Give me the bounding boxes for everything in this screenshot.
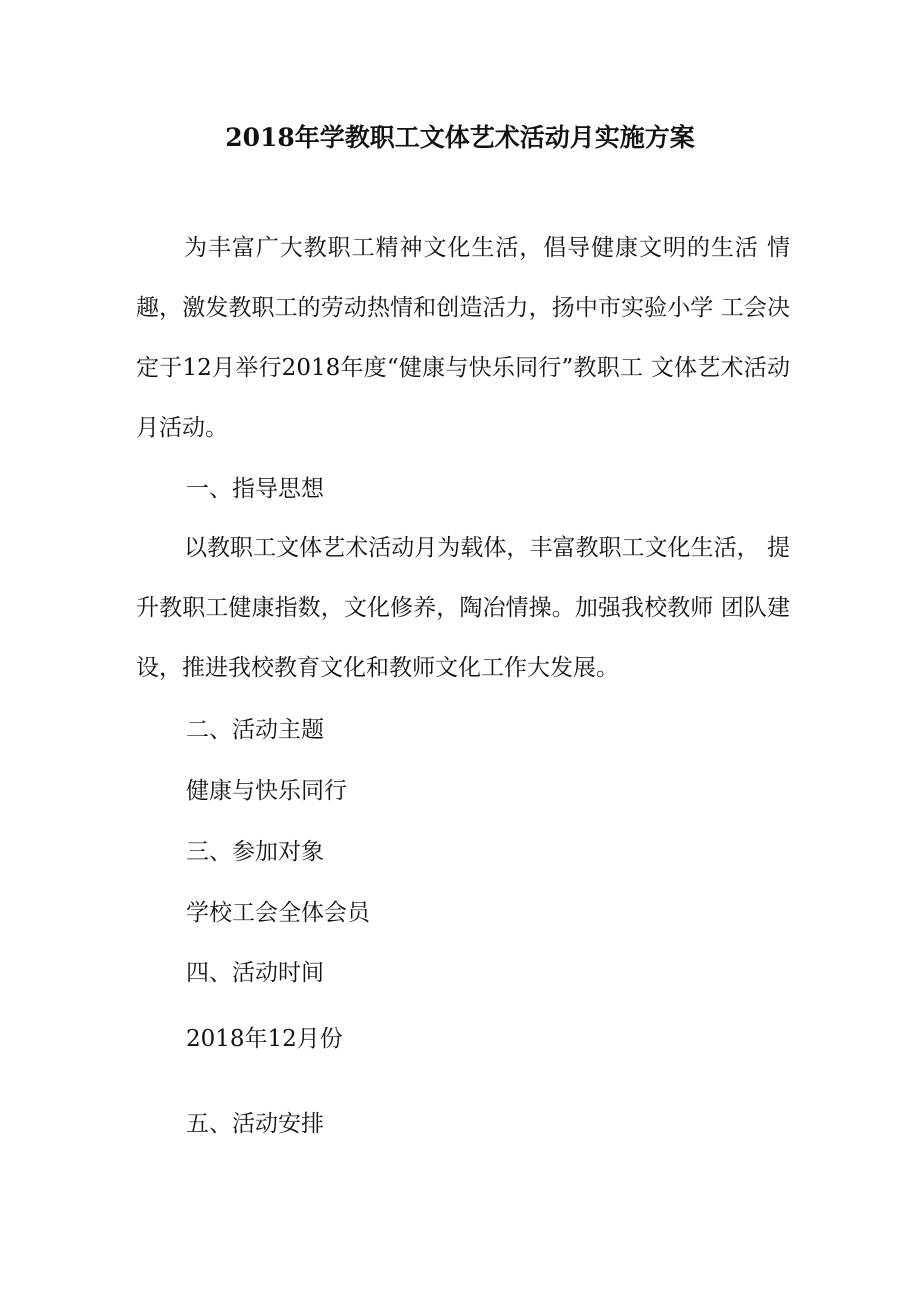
section-heading-theme: 二、活动主题 (186, 717, 324, 743)
section-heading-participants: 三、参加对象 (186, 839, 324, 865)
intro-paragraph: 为丰富广大教职工精神文化生活，倡导健康文明的生活 情趣，激发教职工的劳动热情和创造活力，扬中市实验小学 工会决定于12月举行2018年度“健康与快乐同行”教职工 文体艺术活动月活动。 (136, 235, 790, 441)
section-body-time: 2018年12月份 (186, 1026, 343, 1052)
section-body-guiding-idea: 以教职工文体艺术活动月为载体，丰富教职工文化生活， 提升教职工健康指数，文化修养，陶冶情操。加强我校教师 团队建设，推进我校教育文化和教师文化工作大发展。 (136, 535, 790, 681)
section-heading-arrangement: 五、活动安排 (186, 1111, 324, 1137)
section-heading-guiding-idea: 一、指导思想 (186, 476, 324, 502)
section-body-participants: 学校工会全体会员 (186, 900, 370, 926)
section-body-theme: 健康与快乐同行 (186, 778, 347, 804)
document-title: 2018年学教职工文体艺术活动月实施方案 (225, 123, 695, 152)
section-heading-time: 四、活动时间 (186, 960, 324, 986)
